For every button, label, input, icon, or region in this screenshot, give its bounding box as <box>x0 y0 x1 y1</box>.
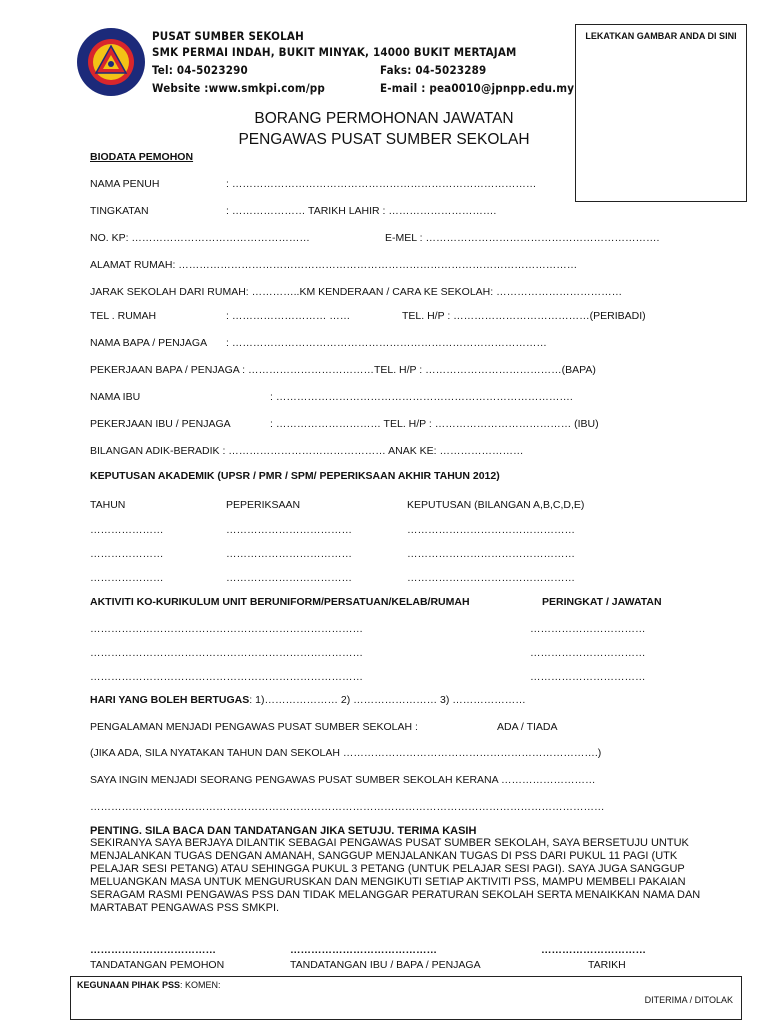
kokurikulum-cell[interactable]: …………………………… <box>530 671 646 683</box>
kokurikulum-cell[interactable]: …………………………………………………………………… <box>90 623 363 635</box>
school-address: SMK PERMAI INDAH, BUKIT MINYAK, 14000 BUKIT MERTAJAM <box>152 45 517 59</box>
nama-penuh-label: NAMA PENUH <box>90 178 160 190</box>
emel-field[interactable]: E-MEL : …………………………………………………………. <box>385 232 660 244</box>
kokurikulum-cell[interactable]: …………………………… <box>530 647 646 659</box>
footer-label: KEGUNAAN PIHAK PSS <box>77 980 181 990</box>
akademik-cell[interactable]: ………………… <box>90 572 164 584</box>
org-name: PUSAT SUMBER SEKOLAH <box>152 29 304 43</box>
tel-hp-peribadi-field[interactable]: TEL. H/P : …………………………………(PERIBADI) <box>402 310 646 322</box>
akademik-cell[interactable]: ………………… <box>90 524 164 536</box>
photo-box-label: LEKATKAN GAMBAR ANDA DI SINI <box>585 31 737 41</box>
hari-label: HARI YANG BOLEH BERTUGAS <box>90 694 250 706</box>
footer-komen[interactable]: : KOMEN: <box>180 980 221 990</box>
label-ibubapa: TANDATANGAN IBU / BAPA / PENJAGA <box>290 959 481 971</box>
form-title-line1: BORANG PERMOHONAN JAWATAN <box>254 110 514 127</box>
pekerjaan-ibu-field[interactable]: : ………………………… TEL. H/P : ………………………………… (IBU) <box>270 418 599 430</box>
kokurikulum-cell[interactable]: …………………………………………………………………… <box>90 647 363 659</box>
tel: Tel: 04-5023290 <box>152 63 248 77</box>
penting-body: SEKIRANYA SAYA BERJAYA DILANTIK SEBAGAI PENGAWAS PUSAT SUMBER SEKOLAH, SAYA BERSETUJU UNTUK MENJALANKAN TUGAS DENGAN AMANAH, SANGGUP MENJALANKAN TUGAS DI PSS DARI PUKUL 11 PAGI (UTK PELAJAR SESI PETANG) ATAU SEHINGGA PUKUL 3 PETANG (UNTUK PELAJAR SESI PAGI). SAYA JUGA SANGGUP MELUANGKAN MASA UNTUK MENGURUSKAN DAN MENGIKUTI SETIAP AKTIVITI PSS, MAMPU MEMBELI PAKAIAN SERAGAM RASMI PENGAWAS PSS DAN TIDAK MELANGGAR PERATURAN SEKOLAH SERTA MENAIKKAN NAMA DAN MARTABAT PENGAWAS PSS SMKPI. <box>90 837 701 914</box>
akademik-heading: KEPUTUSAN AKADEMIK (UPSR / PMR / SPM/ PEPERIKSAAN AKHIR TAHUN 2012) <box>90 470 500 482</box>
col-peperiksaan: PEPERIKSAAN <box>226 499 301 511</box>
hari-field[interactable]: : 1)………………… 2) …………………… 3) ………………… <box>249 694 526 706</box>
label-tarikh: TARIKH <box>588 959 626 971</box>
signature-line-tarikh[interactable]: ………………………… <box>541 944 646 956</box>
col-keputusan: KEPUTUSAN (BILANGAN A,B,C,D,E) <box>407 499 585 511</box>
footer-box <box>70 976 742 1020</box>
hari-row <box>90 694 526 706</box>
akademik-cell[interactable]: ………………………………………… <box>407 572 575 584</box>
kokurikulum-cell[interactable]: …………………………………………………………………… <box>90 671 363 683</box>
pekerjaan-ibu-label: PEKERJAAN IBU / PENJAGA <box>90 418 231 430</box>
jika-ada-field[interactable]: (JIKA ADA, SILA NYATAKAN TAHUN DAN SEKOLAH ……………………………………………………………….) <box>90 747 602 759</box>
col-peringkat: PERINGKAT / JAWATAN <box>542 596 662 608</box>
akademik-cell[interactable]: ……………………………… <box>226 548 352 560</box>
pekerjaan-bapa-field[interactable]: PEKERJAAN BAPA / PENJAGA : ………………………………TEL. H/P : …………………………………(BAPA) <box>90 364 596 376</box>
kerana-line2-field[interactable]: ………………………………………………………………………………………………………………………………… <box>90 801 605 813</box>
form-title-line2: PENGAWAS PUSAT SUMBER SEKOLAH <box>238 131 530 148</box>
akademik-cell[interactable]: ………………… <box>90 548 164 560</box>
penting-heading: PENTING. SILA BACA DAN TANDATANGAN JIKA SETUJU. TERIMA KASIH <box>90 825 477 837</box>
nama-ibu-label: NAMA IBU <box>90 391 141 403</box>
kokurikulum-heading: AKTIVITI KO-KURIKULUM UNIT BERUNIFORM/PERSATUAN/KELAB/RUMAH <box>90 596 470 608</box>
signature-line-pemohon[interactable]: ……………………………… <box>90 944 216 956</box>
bilangan-field[interactable]: BILANGAN ADIK-BERADIK : ……………………………………… ANAK KE: …………………… <box>90 445 524 457</box>
nama-ibu-field[interactable]: : …………………………………………………………………………. <box>270 391 573 403</box>
jarak-field[interactable]: JARAK SEKOLAH DARI RUMAH: …………..KM KENDERAAN / CARA KE SEKOLAH: ……………………………… <box>90 286 623 298</box>
no-kp-field[interactable]: NO. KP: …………………………………………… <box>90 232 310 244</box>
faks: Faks: 04-5023289 <box>380 63 487 77</box>
label-pemohon: TANDATANGAN PEMOHON <box>90 959 225 971</box>
col-tahun: TAHUN <box>90 499 126 511</box>
akademik-cell[interactable]: ………………………………………… <box>407 548 575 560</box>
footer-label-row <box>77 980 221 990</box>
pengalaman-label: PENGALAMAN MENJADI PENGAWAS PUSAT SUMBER SEKOLAH : <box>90 721 418 733</box>
tingkatan-field[interactable]: : ………………… TARIKH LAHIR : …………………………. <box>226 205 497 217</box>
website: Website :www.smkpi.com/pp <box>152 81 326 95</box>
kerana-field[interactable]: SAYA INGIN MENJADI SEORANG PENGAWAS PUSAT SUMBER SEKOLAH KERANA ……………………… <box>90 774 596 786</box>
biodata-heading: BIODATA PEMOHON <box>90 151 194 163</box>
tel-rumah-label: TEL . RUMAH <box>90 310 157 322</box>
alamat-field[interactable]: ALAMAT RUMAH: …………………………………………………………………………………………………… <box>90 259 578 271</box>
kokurikulum-cell[interactable]: …………………………… <box>530 623 646 635</box>
nama-bapa-field[interactable]: : ……………………………………………………………………………… <box>226 337 547 349</box>
signature-line-ibubapa[interactable]: …………………………………… <box>290 944 437 956</box>
akademik-cell[interactable]: ………………………………………… <box>407 524 575 536</box>
tel-rumah-field[interactable]: : ……………………… …… <box>226 310 351 322</box>
nama-bapa-label: NAMA BAPA / PENJAGA <box>90 337 208 349</box>
nama-penuh-field[interactable]: : …………………………………………………………………………… <box>226 178 537 190</box>
email: E-mail : pea0010@jpnpp.edu.my <box>380 81 575 95</box>
tingkatan-label: TINGKATAN <box>90 205 149 217</box>
akademik-cell[interactable]: ……………………………… <box>226 524 352 536</box>
footer-status[interactable]: DITERIMA / DITOLAK <box>644 995 733 1005</box>
school-logo <box>76 27 146 97</box>
pengalaman-options[interactable]: ADA / TIADA <box>497 721 558 733</box>
akademik-cell[interactable]: ……………………………… <box>226 572 352 584</box>
